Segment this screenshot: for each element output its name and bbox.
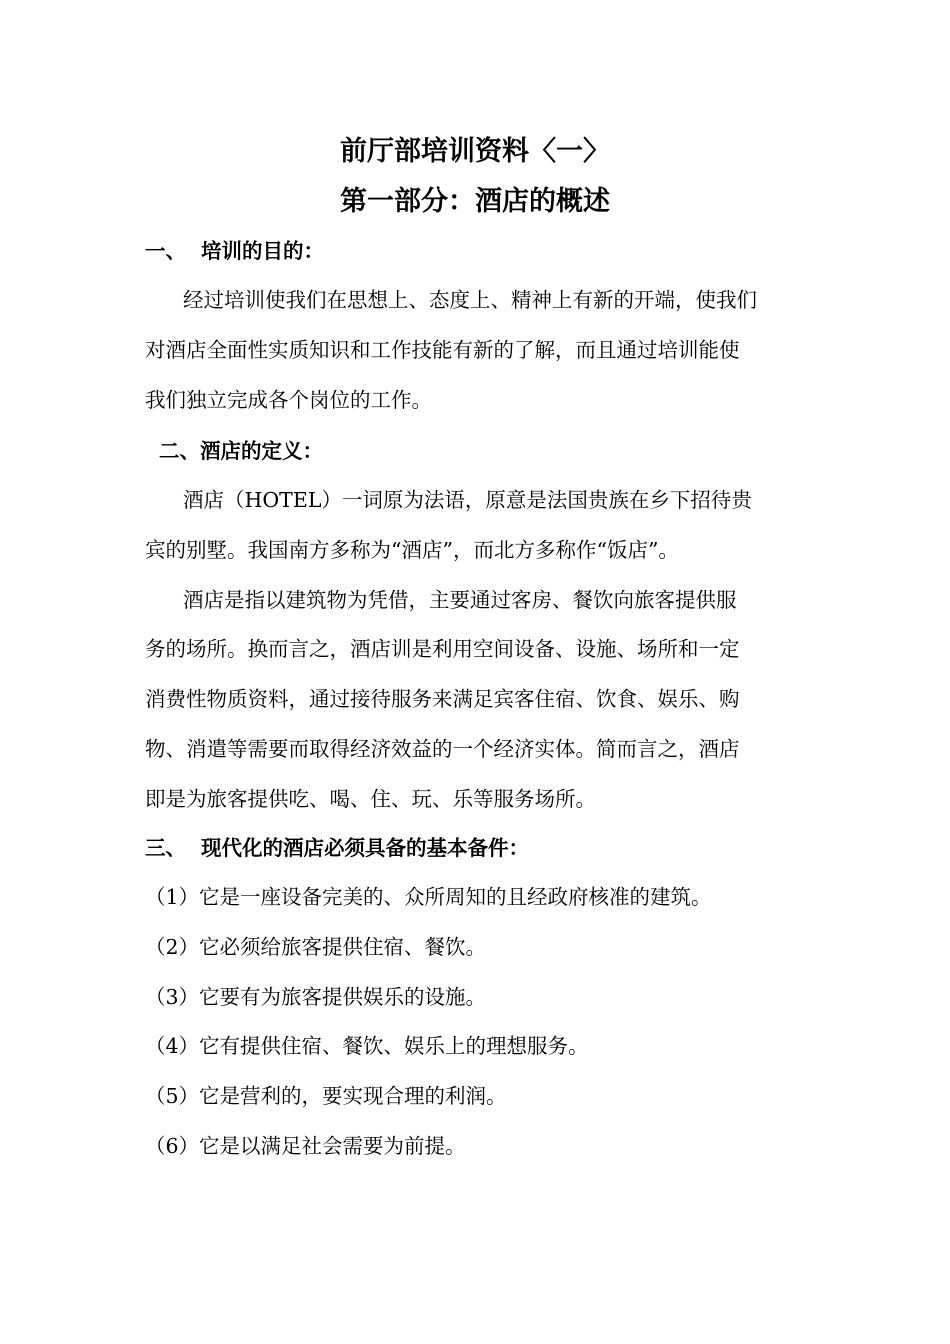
paragraph-line: 对酒店全面性实质知识和工作技能有新的了解，而且通过培训能使 <box>145 338 740 362</box>
paragraph-line: 消费性物质资料，通过接待服务来满足宾客住宿、饮食、娱乐、购 <box>145 687 740 711</box>
paragraph-line: 务的场所。换而言之，酒店训是利用空间设备、设施、场所和一定 <box>145 637 740 661</box>
document-title: 前厅部培训资料〈一〉 <box>340 136 610 167</box>
list-item: （1）它是一座设备完美的、众所周知的且经政府核准的建筑。 <box>145 885 712 909</box>
section-3-number: 三、 <box>145 836 186 860</box>
list-item: （2）它必须给旅客提供住宿、餐饮。 <box>145 935 487 959</box>
list-item: （3）它要有为旅客提供娱乐的设施。 <box>145 985 487 1009</box>
paragraph-line: 酒店（HOTEL）一词原为法语，原意是法国贵族在乡下招待贵 <box>183 488 752 512</box>
paragraph-line: 我们独立完成各个岗位的工作。 <box>145 388 432 412</box>
list-item: （4）它有提供住宿、餐饮、娱乐上的理想服务。 <box>145 1034 589 1058</box>
section-3-heading <box>145 833 815 863</box>
paragraph-line: 宾的别墅。我国南方多称为“酒店”，而北方多称作“饭店”。 <box>145 538 679 562</box>
section-1-number: 一、 <box>145 239 186 263</box>
list-item: （5）它是营利的，要实现合理的利润。 <box>145 1084 507 1108</box>
document-subtitle: 第一部分：酒店的概述 <box>340 186 610 217</box>
list-item: （6）它是以满足社会需要为前提。 <box>145 1134 466 1158</box>
paragraph-line: 经过培训使我们在思想上、态度上、精神上有新的开端，使我们 <box>183 288 757 312</box>
paragraph-line: 即是为旅客提供吃、喝、住、玩、乐等服务场所。 <box>145 787 596 811</box>
section-1-heading <box>145 236 815 266</box>
section-3-title: 现代化的酒店必须具备的基本备件： <box>201 836 529 860</box>
paragraph-line: 物、消遣等需要而取得经济效益的一个经济实体。简而言之，酒店 <box>145 737 740 761</box>
paragraph-line: 酒店是指以建筑物为凭借，主要通过客房、餐饮向旅客提供服 <box>183 588 737 612</box>
section-1-title: 培训的目的： <box>201 239 324 263</box>
section-2-heading: 二、酒店的定义： <box>159 439 323 463</box>
